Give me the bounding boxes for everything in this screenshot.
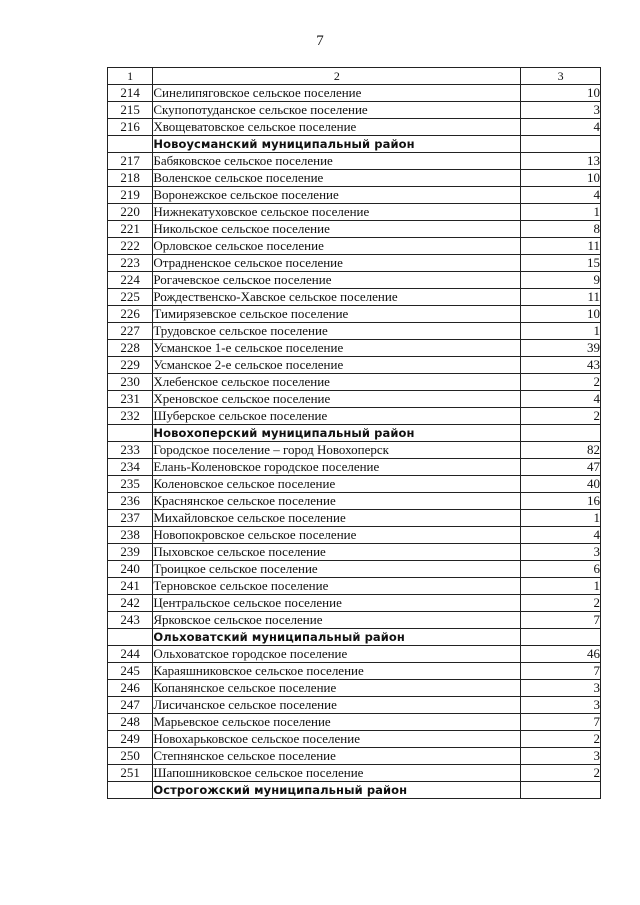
table-row (108, 204, 601, 221)
row-number: 248 (108, 714, 153, 731)
settlement-name: Марьевское сельское поселение (153, 714, 521, 731)
settlement-value: 15 (521, 255, 601, 272)
settlement-name: Усманское 2-е сельское поселение (153, 357, 521, 374)
settlement-name: Никольское сельское поселение (153, 221, 521, 238)
settlement-name: Лисичанское сельское поселение (153, 697, 521, 714)
settlement-name: Копанянское сельское поселение (153, 680, 521, 697)
settlement-value: 43 (521, 357, 601, 374)
district-value-cell (521, 629, 601, 646)
settlement-value: 2 (521, 595, 601, 612)
settlement-value: 46 (521, 646, 601, 663)
district-number-cell (108, 136, 153, 153)
row-number: 240 (108, 561, 153, 578)
district-value-cell (521, 425, 601, 442)
settlement-value: 1 (521, 510, 601, 527)
settlement-value: 3 (521, 544, 601, 561)
table-row (108, 748, 601, 765)
settlement-name: Воронежское сельское поселение (153, 187, 521, 204)
settlement-value: 7 (521, 663, 601, 680)
row-number: 233 (108, 442, 153, 459)
district-value-cell (521, 136, 601, 153)
table-row (108, 187, 601, 204)
row-number: 225 (108, 289, 153, 306)
row-number: 224 (108, 272, 153, 289)
row-number: 249 (108, 731, 153, 748)
row-number: 232 (108, 408, 153, 425)
settlement-name: Орловское сельское поселение (153, 238, 521, 255)
column-header-number: 1 (108, 68, 153, 85)
settlement-name: Рождественско-Хавское сельское поселение (153, 289, 521, 306)
row-number: 221 (108, 221, 153, 238)
settlement-name: Елань-Коленовское городское поселение (153, 459, 521, 476)
row-number: 234 (108, 459, 153, 476)
table-row (108, 221, 601, 238)
settlement-value: 39 (521, 340, 601, 357)
settlement-name: Шуберское сельское поселение (153, 408, 521, 425)
row-number: 222 (108, 238, 153, 255)
settlement-name: Городское поселение – город Новохоперск (153, 442, 521, 459)
table-row (108, 595, 601, 612)
row-number: 235 (108, 476, 153, 493)
table-row (108, 680, 601, 697)
settlement-value: 11 (521, 289, 601, 306)
table-header-row (108, 68, 601, 85)
settlement-name: Караяшниковское сельское поселение (153, 663, 521, 680)
settlement-name: Центральское сельское поселение (153, 595, 521, 612)
row-number: 219 (108, 187, 153, 204)
settlement-name: Скупопотуданское сельское поселение (153, 102, 521, 119)
settlement-value: 10 (521, 85, 601, 102)
settlement-name: Коленовское сельское поселение (153, 476, 521, 493)
row-number: 216 (108, 119, 153, 136)
table-row (108, 374, 601, 391)
table-row (108, 561, 601, 578)
row-number: 247 (108, 697, 153, 714)
settlement-value: 1 (521, 578, 601, 595)
settlement-name: Нижнекатуховское сельское поселение (153, 204, 521, 221)
table-row (108, 646, 601, 663)
district-heading-row (108, 425, 601, 442)
table-row (108, 323, 601, 340)
row-number: 250 (108, 748, 153, 765)
settlement-name: Ольховатское городское поселение (153, 646, 521, 663)
table-row (108, 85, 601, 102)
table-row (108, 255, 601, 272)
table-row (108, 306, 601, 323)
table-row (108, 153, 601, 170)
row-number: 229 (108, 357, 153, 374)
settlement-value: 7 (521, 714, 601, 731)
row-number: 220 (108, 204, 153, 221)
settlement-value: 7 (521, 612, 601, 629)
settlement-value: 3 (521, 697, 601, 714)
district-name: Новохоперский муниципальный район (153, 425, 521, 442)
settlement-value: 82 (521, 442, 601, 459)
settlement-value: 2 (521, 374, 601, 391)
settlement-value: 40 (521, 476, 601, 493)
row-number: 245 (108, 663, 153, 680)
table-row (108, 272, 601, 289)
district-name: Острогожский муниципальный район (153, 782, 521, 799)
settlement-value: 16 (521, 493, 601, 510)
table-row (108, 765, 601, 782)
settlement-name: Воленское сельское поселение (153, 170, 521, 187)
settlement-value: 1 (521, 204, 601, 221)
settlement-name: Трудовское сельское поселение (153, 323, 521, 340)
table-row (108, 238, 601, 255)
row-number: 251 (108, 765, 153, 782)
settlement-name: Степнянское сельское поселение (153, 748, 521, 765)
table-row (108, 442, 601, 459)
settlement-name: Бабяковское сельское поселение (153, 153, 521, 170)
row-number: 242 (108, 595, 153, 612)
table-row (108, 663, 601, 680)
settlement-value: 47 (521, 459, 601, 476)
table-row (108, 578, 601, 595)
table-row (108, 544, 601, 561)
table-row (108, 612, 601, 629)
district-heading-row (108, 782, 601, 799)
settlement-value: 2 (521, 408, 601, 425)
district-heading-row (108, 629, 601, 646)
settlement-name: Новохарьковское сельское поселение (153, 731, 521, 748)
settlement-value: 11 (521, 238, 601, 255)
settlement-value: 2 (521, 731, 601, 748)
table-row (108, 527, 601, 544)
settlement-name: Ярковское сельское поселение (153, 612, 521, 629)
row-number: 241 (108, 578, 153, 595)
page-number: 7 (316, 33, 324, 49)
table-row (108, 340, 601, 357)
settlement-name: Усманское 1-е сельское поселение (153, 340, 521, 357)
settlement-value: 1 (521, 323, 601, 340)
row-number: 215 (108, 102, 153, 119)
table-row (108, 170, 601, 187)
row-number: 218 (108, 170, 153, 187)
row-number: 246 (108, 680, 153, 697)
table-row (108, 493, 601, 510)
table-row (108, 714, 601, 731)
row-number: 223 (108, 255, 153, 272)
column-header-name: 2 (153, 68, 521, 85)
settlement-value: 3 (521, 102, 601, 119)
settlement-name: Рогачевское сельское поселение (153, 272, 521, 289)
row-number: 231 (108, 391, 153, 408)
district-heading-row (108, 136, 601, 153)
district-name: Новоусманский муниципальный район (153, 136, 521, 153)
table-body (108, 68, 601, 799)
row-number: 238 (108, 527, 153, 544)
district-name: Ольховатский муниципальный район (153, 629, 521, 646)
settlement-name: Шапошниковское сельское поселение (153, 765, 521, 782)
settlement-name: Пыховское сельское поселение (153, 544, 521, 561)
table-row (108, 697, 601, 714)
settlement-name: Хлебенское сельское поселение (153, 374, 521, 391)
district-number-cell (108, 629, 153, 646)
settlement-name: Троицкое сельское поселение (153, 561, 521, 578)
settlement-value: 3 (521, 748, 601, 765)
settlements-table (107, 67, 601, 799)
district-value-cell (521, 782, 601, 799)
settlement-name: Краснянское сельское поселение (153, 493, 521, 510)
settlement-value: 2 (521, 765, 601, 782)
row-number: 217 (108, 153, 153, 170)
settlement-value: 8 (521, 221, 601, 238)
table-row (108, 459, 601, 476)
row-number: 237 (108, 510, 153, 527)
settlement-value: 6 (521, 561, 601, 578)
row-number: 227 (108, 323, 153, 340)
district-number-cell (108, 425, 153, 442)
row-number: 239 (108, 544, 153, 561)
row-number: 243 (108, 612, 153, 629)
settlement-name: Хвощеватовское сельское поселение (153, 119, 521, 136)
settlement-name: Терновское сельское поселение (153, 578, 521, 595)
table-row (108, 357, 601, 374)
settlement-value: 4 (521, 119, 601, 136)
table-row (108, 289, 601, 306)
settlement-value: 4 (521, 187, 601, 204)
settlement-value: 3 (521, 680, 601, 697)
settlement-value: 10 (521, 306, 601, 323)
table-row (108, 408, 601, 425)
row-number: 244 (108, 646, 153, 663)
row-number: 228 (108, 340, 153, 357)
row-number: 226 (108, 306, 153, 323)
settlement-value: 9 (521, 272, 601, 289)
settlement-name: Отрадненское сельское поселение (153, 255, 521, 272)
table-row (108, 102, 601, 119)
settlement-name: Михайловское сельское поселение (153, 510, 521, 527)
settlement-name: Синелипяговское сельское поселение (153, 85, 521, 102)
settlement-value: 10 (521, 170, 601, 187)
settlement-name: Тимирязевское сельское поселение (153, 306, 521, 323)
table-row (108, 476, 601, 493)
table-row (108, 510, 601, 527)
settlement-value: 4 (521, 527, 601, 544)
table-row (108, 119, 601, 136)
table-row (108, 731, 601, 748)
settlement-name: Новопокровское сельское поселение (153, 527, 521, 544)
district-number-cell (108, 782, 153, 799)
table-row (108, 391, 601, 408)
row-number: 214 (108, 85, 153, 102)
settlement-name: Хреновское сельское поселение (153, 391, 521, 408)
row-number: 236 (108, 493, 153, 510)
settlement-value: 4 (521, 391, 601, 408)
settlement-value: 13 (521, 153, 601, 170)
row-number: 230 (108, 374, 153, 391)
column-header-value: 3 (521, 68, 601, 85)
